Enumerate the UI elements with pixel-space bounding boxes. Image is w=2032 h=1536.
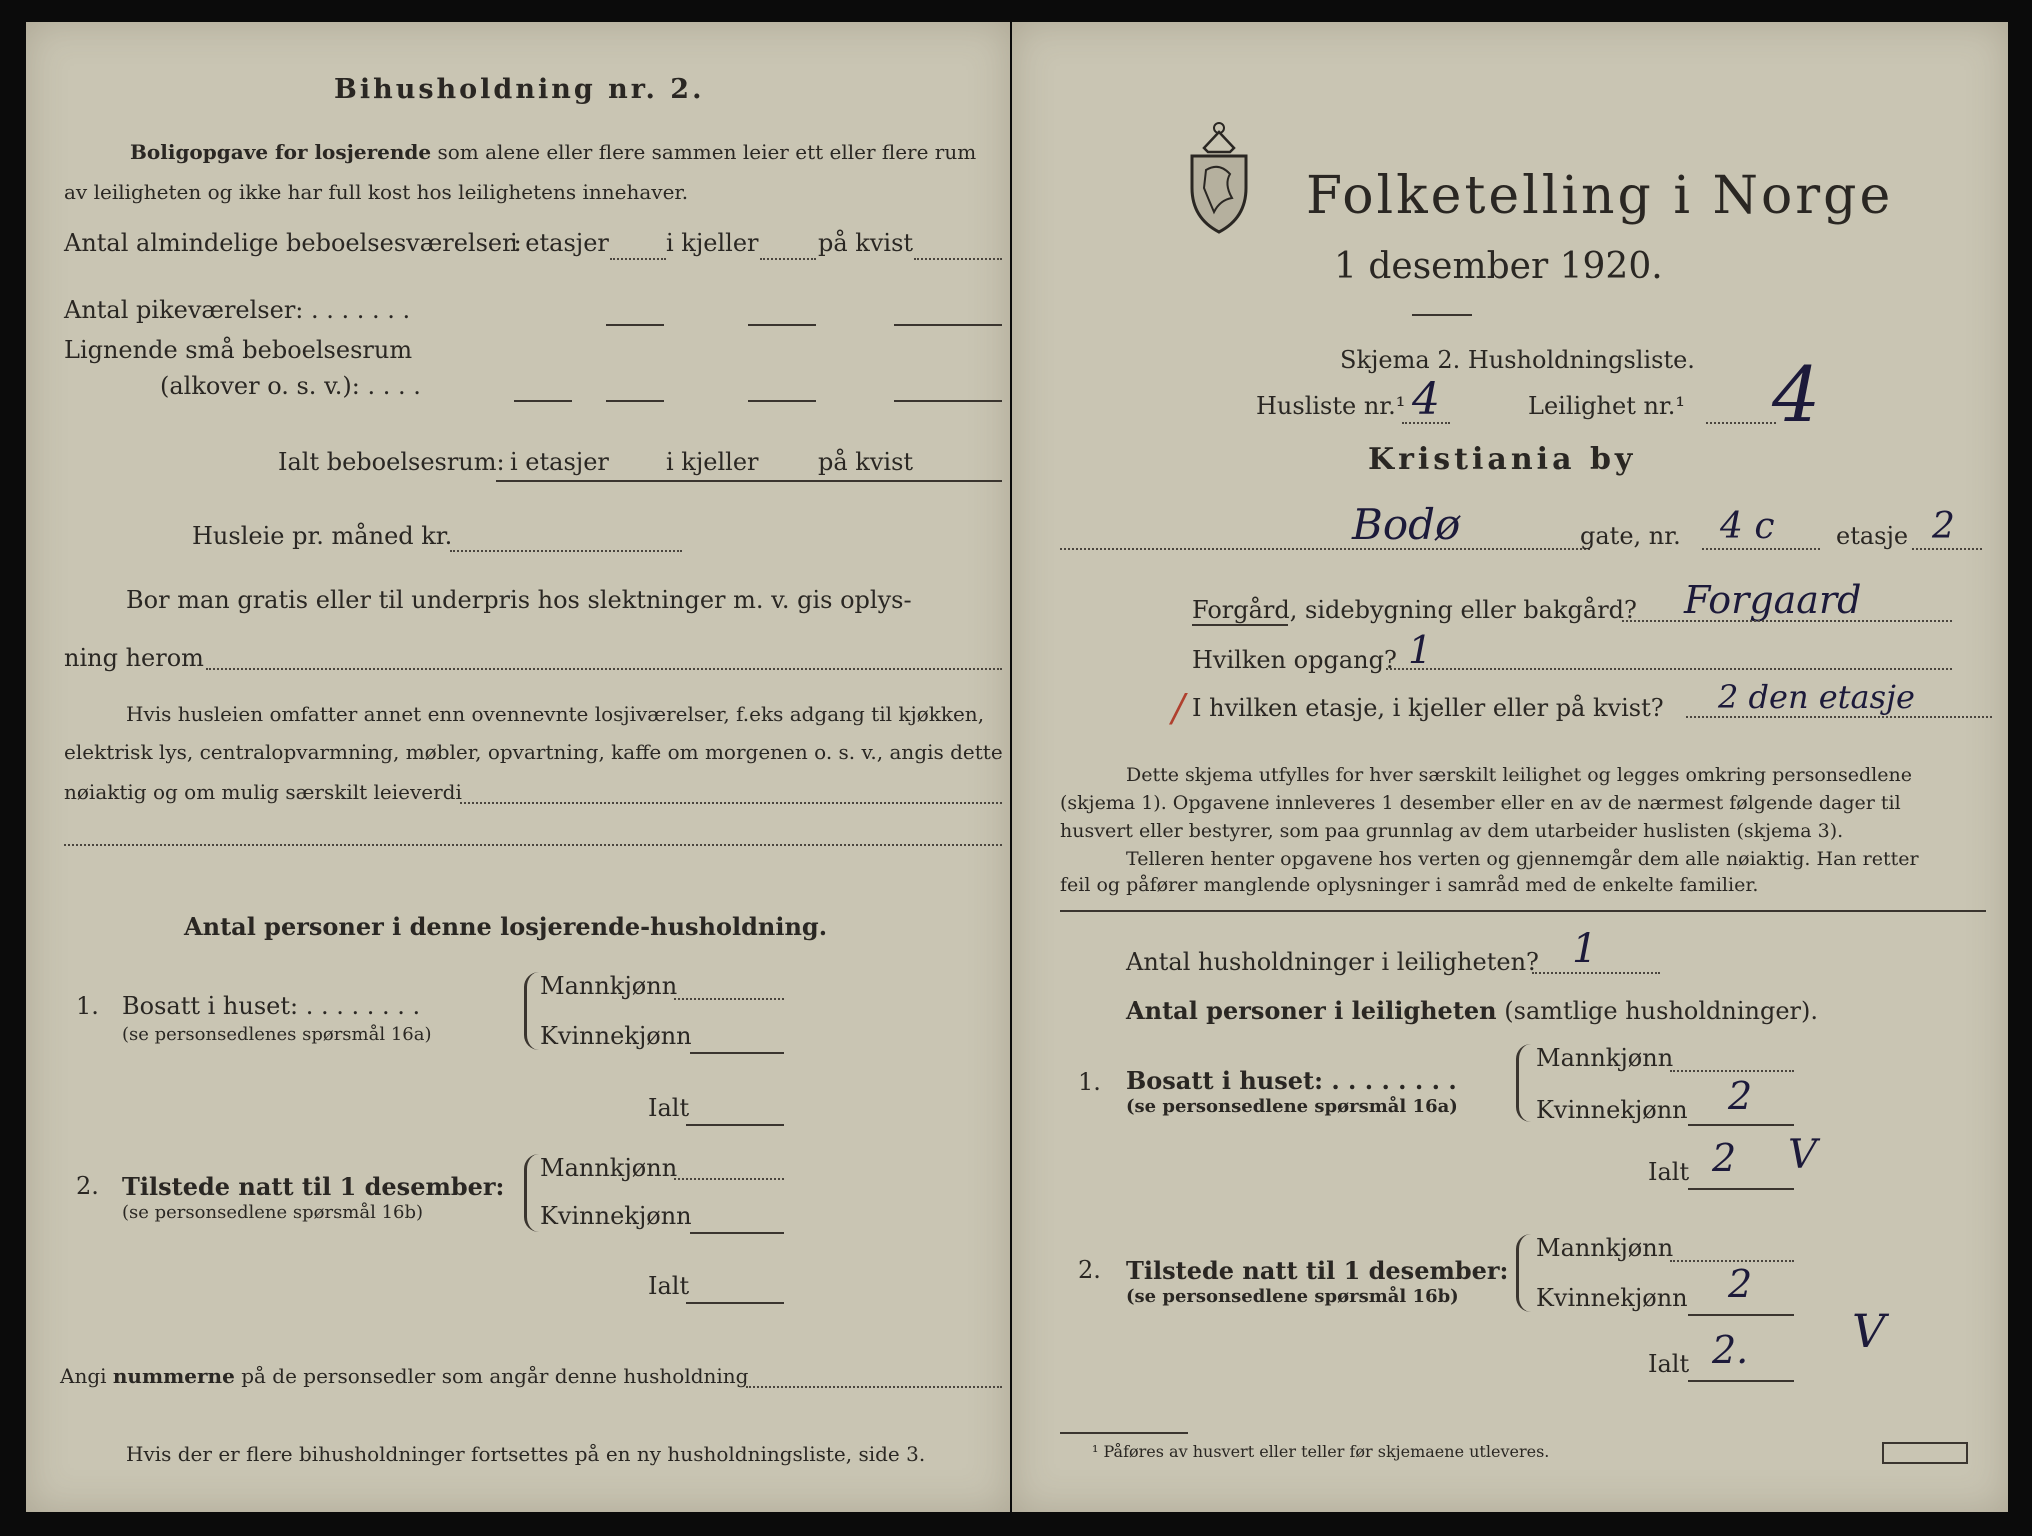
etasje-question: I hvilken etasje, i kjeller eller på kvist?: [1192, 694, 1664, 722]
info-line-5: feil og påfører manglende oplysninger i samråd med de enkelte familier.: [1060, 874, 1759, 896]
left-q2-ialt-field: [686, 1302, 784, 1304]
hvis-field-2: [64, 844, 1002, 846]
right-persons-bold: Antal personer i leiligheten: [1126, 996, 1497, 1025]
hvis-line-1: Hvis husleien omfatter annet enn ovennevnte losjiværelser, f.eks adgang til kjøkken,: [126, 702, 985, 726]
left-q1-mann-field: [674, 998, 784, 1000]
schema-label: Skjema 2. Husholdningsliste.: [1340, 346, 1695, 374]
left-q2-kvinne: Kvinnekjønn: [540, 1202, 692, 1230]
right-q1-ialt-field: [1688, 1188, 1794, 1190]
intro-line-1: [130, 140, 976, 164]
right-q1-kvinne-field: [1688, 1124, 1794, 1126]
right-title: Folketelling i Norge: [1306, 166, 1894, 226]
intro-bold: Boligopgave for losjerende: [130, 140, 432, 164]
right-q2-sub: (se personsedlene spørsmål 16b): [1126, 1286, 1459, 1307]
husleie-label: Husleie pr. måned kr.: [192, 522, 453, 550]
title-separator: [1412, 314, 1472, 316]
opgang-value: 1: [1408, 628, 1433, 672]
left-q1-sub: (se personsedlenes spørsmål 16a): [122, 1024, 432, 1045]
lignende-label-1: Lignende små beboelsesrum: [64, 336, 413, 364]
left-q2-mann-field: [674, 1178, 784, 1180]
right-persons-rest: (samtlige husholdninger).: [1504, 997, 1819, 1025]
right-q2-kvinne: Kvinnekjønn: [1536, 1284, 1688, 1312]
lignende-label-2: (alkover o. s. v.): . . . .: [160, 372, 421, 400]
left-q2-label: Tilstede natt til 1 desember:: [122, 1172, 505, 1201]
right-q2-ialt-field: [1688, 1380, 1794, 1382]
info-line-1: Dette skjema utfylles for hver særskilt leilighet og legges omkring personsedlene: [1126, 764, 1912, 786]
ialt-kjeller: i kjeller: [666, 448, 759, 476]
left-q1-kvinne: Kvinnekjønn: [540, 1022, 692, 1050]
right-q2-num: 2.: [1078, 1256, 1101, 1284]
left-page: [26, 22, 1010, 1512]
husholdninger-value: 1: [1572, 926, 1598, 972]
right-q1-ialt: Ialt: [1648, 1158, 1690, 1186]
gratis-line-1: Bor man gratis eller til underpris hos slektninger m. v. gis oplys-: [126, 586, 912, 614]
ialt-underline: [496, 480, 1002, 482]
coat-of-arms-icon: [1184, 118, 1254, 238]
left-q2-sub: (se personsedlene spørsmål 16b): [122, 1202, 424, 1223]
rooms-etasjer-field: [610, 258, 666, 260]
gratis-line-2: ning herom: [64, 644, 204, 672]
rooms-kjeller-field: [760, 258, 816, 260]
right-q1-mann: Mannkjønn: [1536, 1044, 1674, 1072]
forgard-field: [1622, 620, 1952, 622]
lignende-field-3: [894, 400, 1002, 402]
hvis-field: [460, 802, 1002, 804]
forgard-underline: [1192, 624, 1288, 626]
left-q2-num: 2.: [76, 1172, 99, 1200]
right-q2-brace: [1516, 1234, 1531, 1312]
rooms-etasjer: i etasjer: [510, 229, 609, 257]
rooms-kvist-field: [914, 258, 1002, 260]
lignende-field-2: [748, 400, 816, 402]
etasje-value: 2: [1932, 506, 1955, 547]
right-q1-label: Bosatt i huset: . . . . . . . .: [1126, 1066, 1457, 1095]
left-q2-mann: Mannkjønn: [540, 1154, 678, 1182]
leilighet-value: 4: [1772, 350, 1821, 439]
angi-field: [746, 1386, 1002, 1388]
footnote: ¹ Påføres av husvert eller teller før skjemaene utleveres.: [1092, 1442, 1550, 1461]
info-line-4: Telleren henter opgavene hos verten og gjennemgår dem alle nøiaktig. Han retter: [1126, 848, 1919, 870]
ialt-kvist: på kvist: [818, 448, 914, 476]
lignende-field-1: [606, 400, 664, 402]
intro-rest: som alene eller flere sammen leier ett eller flere rum: [437, 140, 977, 164]
house-nr-field: [1702, 548, 1820, 550]
left-q2-kvinne-field: [690, 1232, 784, 1234]
etasje-question-value: 2 den etasje: [1718, 678, 1915, 716]
right-q1-brace: [1516, 1044, 1531, 1122]
left-q1-brace: [524, 972, 539, 1050]
info-line-2: (skjema 1). Opgavene innleveres 1 desember eller en av de nærmest følgende dager til: [1060, 792, 1901, 814]
city-name: Kristiania by: [1368, 442, 1637, 477]
printer-stamp: [1882, 1442, 1968, 1464]
rooms-kjeller: i kjeller: [666, 229, 759, 257]
right-q1-sub: (se personsedlene spørsmål 16a): [1126, 1096, 1458, 1117]
right-q2-kvinne-field: [1688, 1314, 1794, 1316]
right-q1-num: 1.: [1078, 1068, 1101, 1096]
street-field: [1060, 548, 1590, 550]
footnote-separator: [1060, 1432, 1188, 1434]
pike-label: Antal pikeværelser: . . . . . . .: [64, 296, 411, 324]
right-date: 1 desember 1920.: [1334, 246, 1663, 287]
angi-bold: nummerne: [112, 1364, 235, 1388]
left-footer: Hvis der er flere bihusholdninger fortsettes på en ny husholdningsliste, side 3.: [126, 1442, 926, 1466]
left-q1-ialt-field: [686, 1124, 784, 1126]
red-check-mark: /: [1172, 686, 1185, 730]
angi-pre: Angi: [60, 1364, 107, 1388]
intro-line-2: av leiligheten og ikke har full kost hos leilighetens innehaver.: [64, 180, 689, 204]
opgang-field: [1386, 668, 1952, 670]
hvis-line-3: nøiaktig og om mulig særskilt leieverdi: [64, 780, 462, 804]
street-value: Bodø: [1352, 500, 1461, 549]
right-q1-kvinne: Kvinnekjønn: [1536, 1096, 1688, 1124]
pike-field-1: [606, 324, 664, 326]
husliste-label: Husliste nr.¹: [1256, 392, 1406, 420]
angi-line: [60, 1364, 748, 1388]
right-q1-check: V: [1788, 1132, 1817, 1178]
info-separator: [1060, 910, 1986, 912]
right-q1-mann-field: [1670, 1070, 1794, 1072]
right-q2-mann: Mannkjønn: [1536, 1234, 1674, 1262]
right-q2-kvinne-value: 2: [1728, 1262, 1753, 1306]
right-q2-ialt: Ialt: [1648, 1350, 1690, 1378]
left-q2-ialt: Ialt: [648, 1272, 690, 1300]
left-q1-num: 1.: [76, 992, 99, 1020]
left-q1-mann: Mannkjønn: [540, 972, 678, 1000]
left-q1-label: Bosatt i huset: . . . . . . . .: [122, 992, 421, 1020]
forgard-value: Forgaard: [1684, 578, 1862, 622]
right-q1-ialt-value: 2: [1712, 1136, 1737, 1180]
left-persons-heading: Antal personer i denne losjerende-husholdning.: [184, 912, 828, 941]
husholdninger-field: [1532, 972, 1660, 974]
house-nr-value: 4 c: [1720, 506, 1775, 547]
pike-field-2: [748, 324, 816, 326]
leilighet-label: Leilighet nr.¹: [1528, 392, 1686, 420]
right-persons-heading: [1126, 996, 1818, 1025]
forgard-label: Forgård, sidebygning eller bakgård?: [1192, 596, 1637, 624]
hvis-line-2: elektrisk lys, centralopvarmning, møbler, opvartning, kaffe om morgenen o. s. v., angis dette: [64, 740, 1003, 764]
gratis-field: [206, 668, 1002, 670]
lignende-field-0: [514, 400, 572, 402]
right-q2-ialt-value: 2.: [1712, 1328, 1749, 1372]
etasje-label: etasje: [1836, 522, 1909, 550]
right-q1-kvinne-value: 2: [1728, 1074, 1753, 1118]
right-page: [1012, 22, 2008, 1512]
gate-nr-label: gate, nr.: [1580, 522, 1681, 550]
pike-field-3: [894, 324, 1002, 326]
husliste-value: 4: [1412, 374, 1440, 425]
left-q2-brace: [524, 1154, 539, 1232]
ialt-etasjer: i etasjer: [510, 448, 609, 476]
left-title: Bihusholdning nr. 2.: [334, 74, 705, 105]
husliste-field: [1402, 422, 1450, 424]
etasje-question-field: [1686, 716, 1992, 718]
ialt-rooms-label: Ialt beboelsesrum:: [278, 448, 505, 476]
husholdninger-label: Antal husholdninger i leiligheten?: [1126, 948, 1539, 976]
etasje-field: [1912, 548, 1982, 550]
left-q1-ialt: Ialt: [648, 1094, 690, 1122]
husleie-field: [450, 550, 682, 552]
rooms-kvist: på kvist: [818, 229, 914, 257]
right-q2-label: Tilstede natt til 1 desember:: [1126, 1256, 1509, 1285]
rooms-label: Antal almindelige beboelsesværelser:: [64, 229, 522, 257]
leilighet-field: [1706, 422, 1776, 424]
right-q2-check: V: [1852, 1304, 1886, 1358]
info-line-3: husvert eller bestyrer, som paa grunnlag av dem utarbeider huslisten (skjema 3).: [1060, 820, 1844, 842]
angi-rest: på de personsedler som angår denne husholdning: [241, 1364, 749, 1388]
left-q1-kvinne-field: [690, 1052, 784, 1054]
opgang-label: Hvilken opgang?: [1192, 646, 1397, 674]
